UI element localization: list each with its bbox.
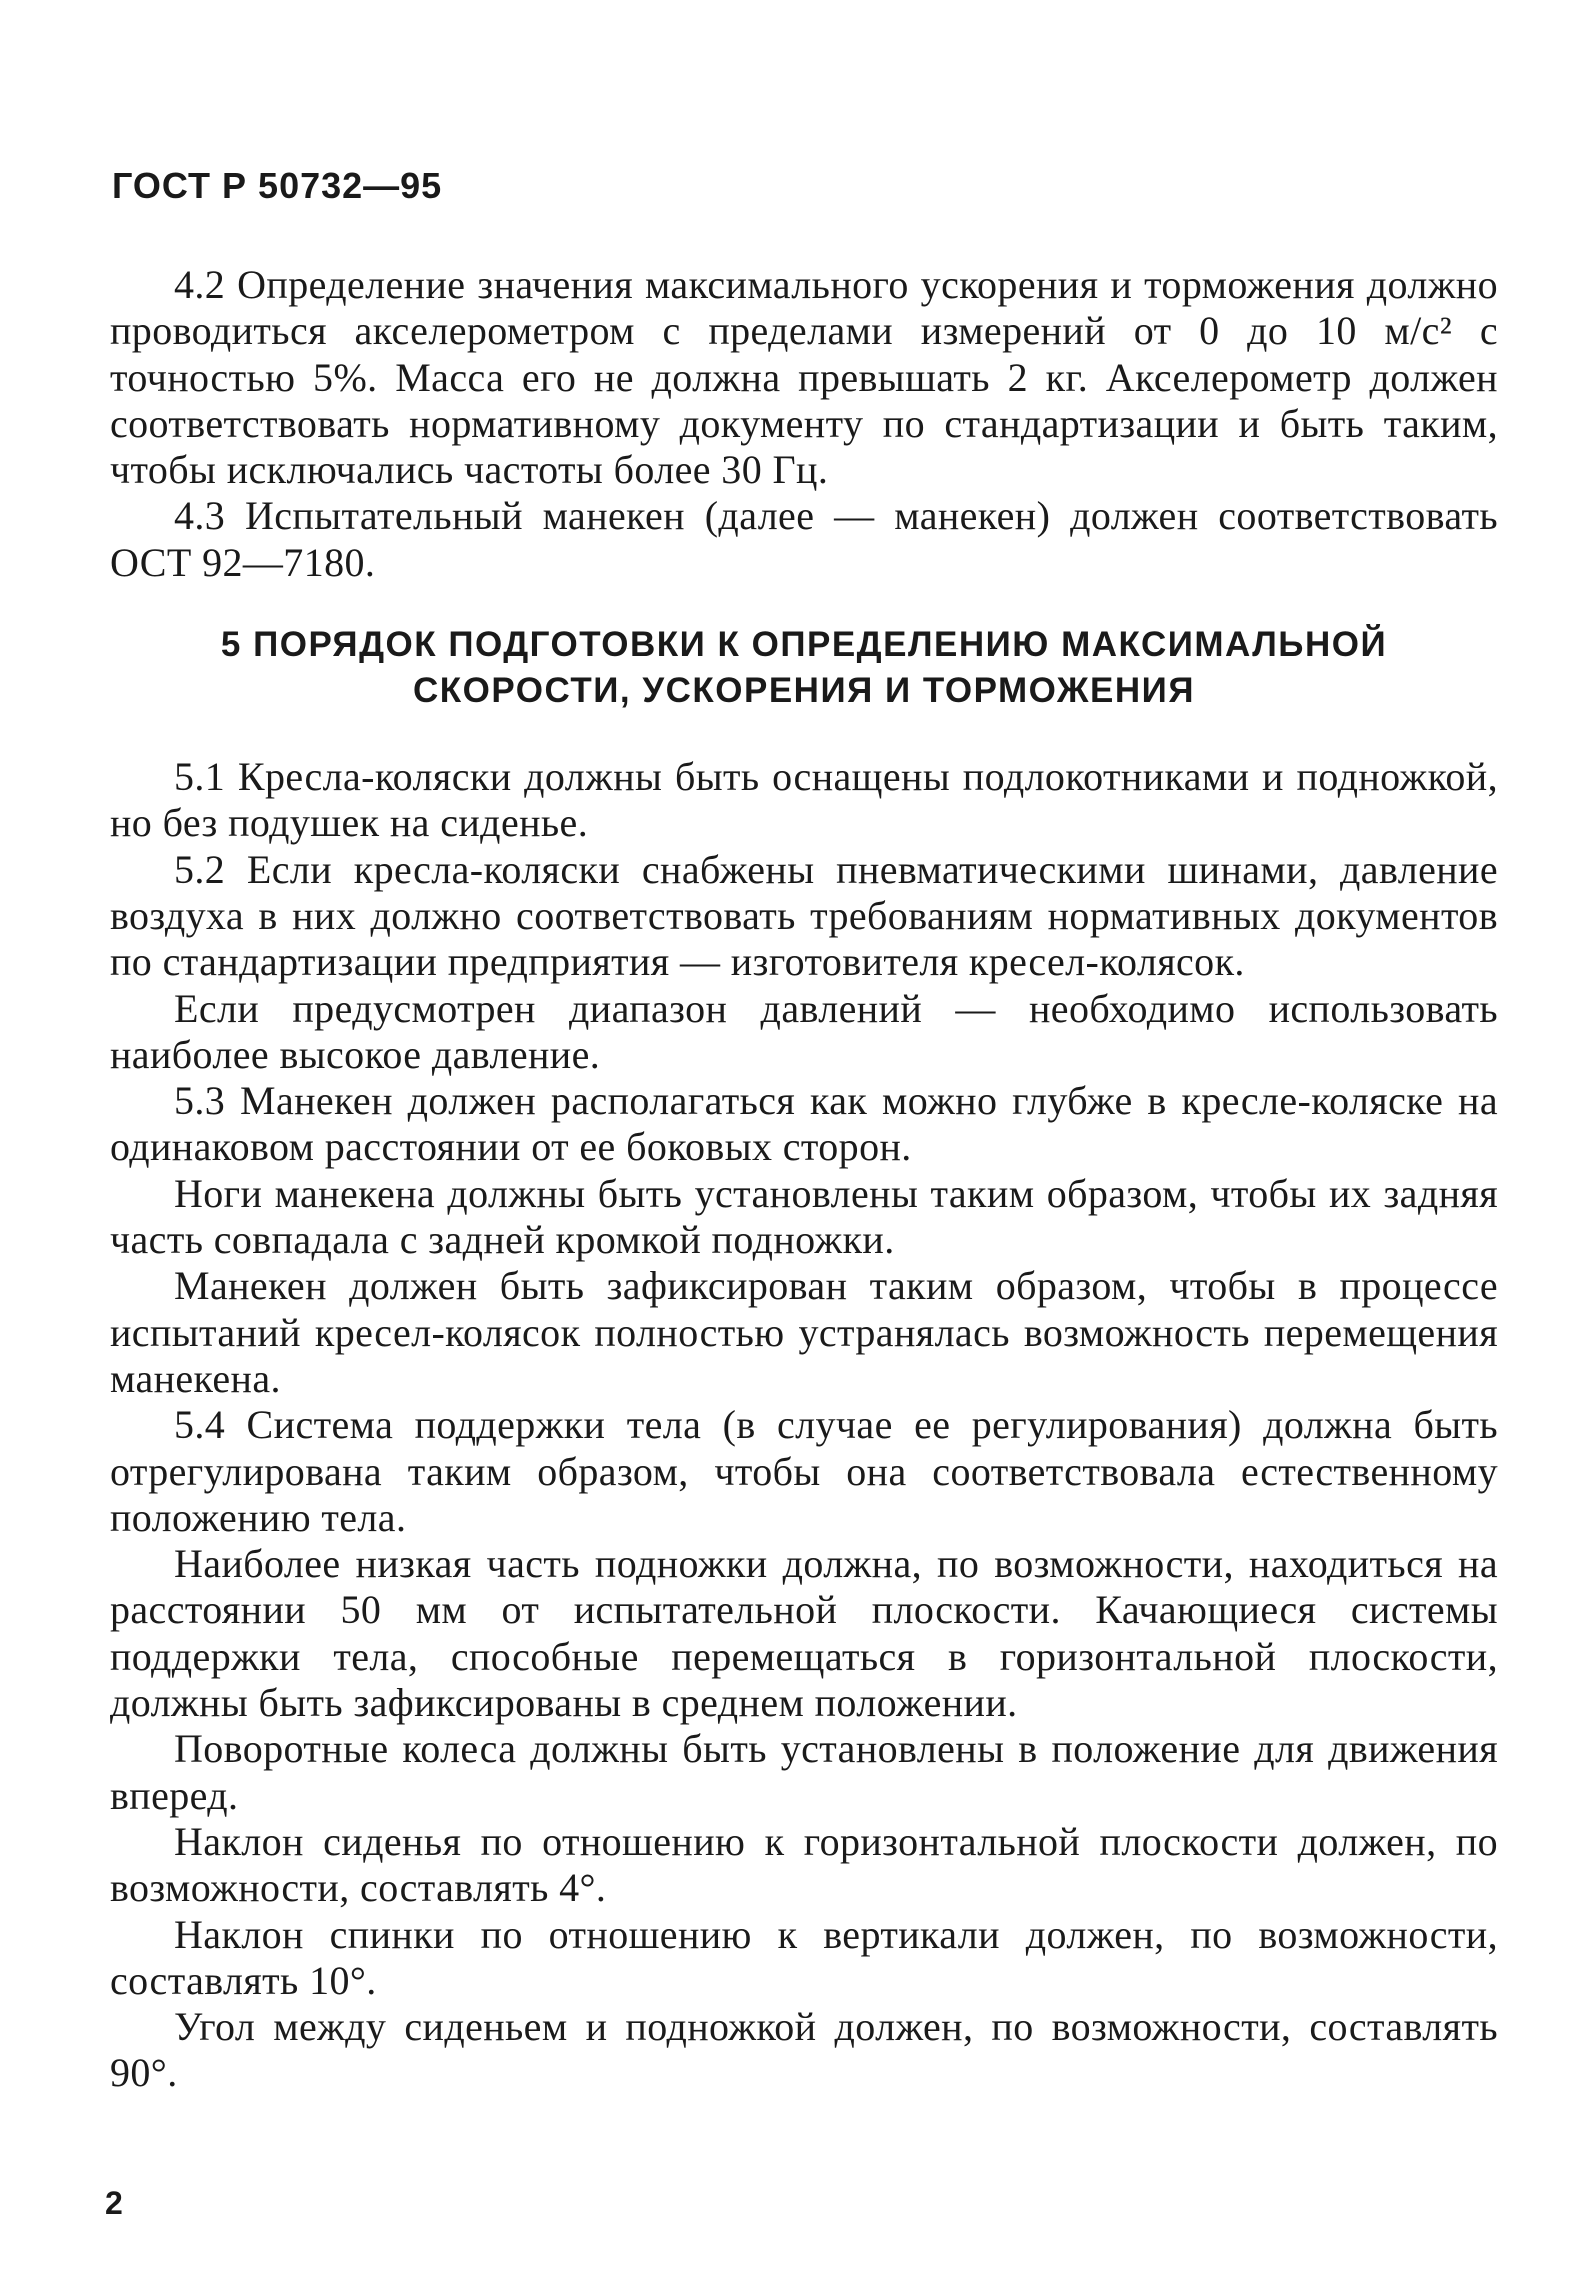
paragraph-pressure-range: Если предусмотрен диапазон давлений — необходимо использовать наиболее высокое давление. <box>110 985 1498 1077</box>
standard-code-header: ГОСТ Р 50732—95 <box>112 165 443 206</box>
paragraph-manikin-fixation: Манекен должен быть зафиксирован таким образом, чтобы в процессе испытаний кресел-колясок полностью устранялась возможность перемещения манекена. <box>110 1263 1498 1401</box>
paragraph-5-4: 5.4 Система поддержки тела (в случае ее регулирования) должна быть отрегулирована таким образом, чтобы она соответствовала естественному положению тела. <box>110 1402 1498 1540</box>
paragraph-5-1: 5.1 Кресла-коляски должны быть оснащены подлокотниками и подножкой, но без подушек на сиденье. <box>110 754 1498 846</box>
document-body <box>110 262 1498 2097</box>
page-number: 2 <box>105 2185 123 2221</box>
paragraph-4-3: 4.3 Испытательный манекен (далее — манекен) должен соответствовать ОСТ 92—7180. <box>110 493 1498 585</box>
paragraph-5-3: 5.3 Манекен должен располагаться как можно глубже в кресле-коляске на одинаковом расстоянии от ее боковых сторон. <box>110 1078 1498 1170</box>
paragraph-5-2: 5.2 Если кресла-коляски снабжены пневматическими шинами, давление воздуха в них должно соответствовать требованиям нормативных документов по стандартизации предприятия — изготовителя кресел-колясок. <box>110 846 1498 985</box>
paragraph-4-2: 4.2 Определение значения максимального ускорения и торможения должно проводиться акселерометром с пределами измерений от 0 до 10 м/с² с точностью 5%. Масса его не должна превышать 2 кг. Акселерометр должен соответствовать нормативному документу по стандартизации и быть таким, чтобы исключались частоты более 30 Гц. <box>110 262 1498 493</box>
paragraph-footrest-height: Наиболее низкая часть подножки должна, по возможности, находиться на расстоянии 50 мм от испытательной плоскости. Качающиеся системы поддержки тела, способные перемещаться в горизонтальной плоскости, должны быть зафиксированы в среднем положении. <box>110 1541 1498 1726</box>
paragraph-seat-footrest-angle: Угол между сиденьем и подножкой должен, по возможности, составлять 90°. <box>110 2004 1498 2096</box>
paragraph-seat-angle: Наклон сиденья по отношению к горизонтальной плоскости должен, по возможности, составлять 4°. <box>110 1818 1498 1911</box>
section-5-title: 5 ПОРЯДОК ПОДГОТОВКИ К ОПРЕДЕЛЕНИЮ МАКСИМАЛЬНОЙ СКОРОСТИ, УСКОРЕНИЯ И ТОРМОЖЕНИЯ <box>220 625 1388 711</box>
paragraph-caster-wheels: Поворотные колеса должны быть установлены в положение для движения вперед. <box>110 1726 1498 1818</box>
paragraph-backrest-angle: Наклон спинки по отношению к вертикали должен, по возможности, составлять 10°. <box>110 1911 1498 2003</box>
paragraph-legs-position: Ноги манекена должны быть установлены таким образом, чтобы их задняя часть совпадала с задней кромкой подножки. <box>110 1170 1498 1263</box>
